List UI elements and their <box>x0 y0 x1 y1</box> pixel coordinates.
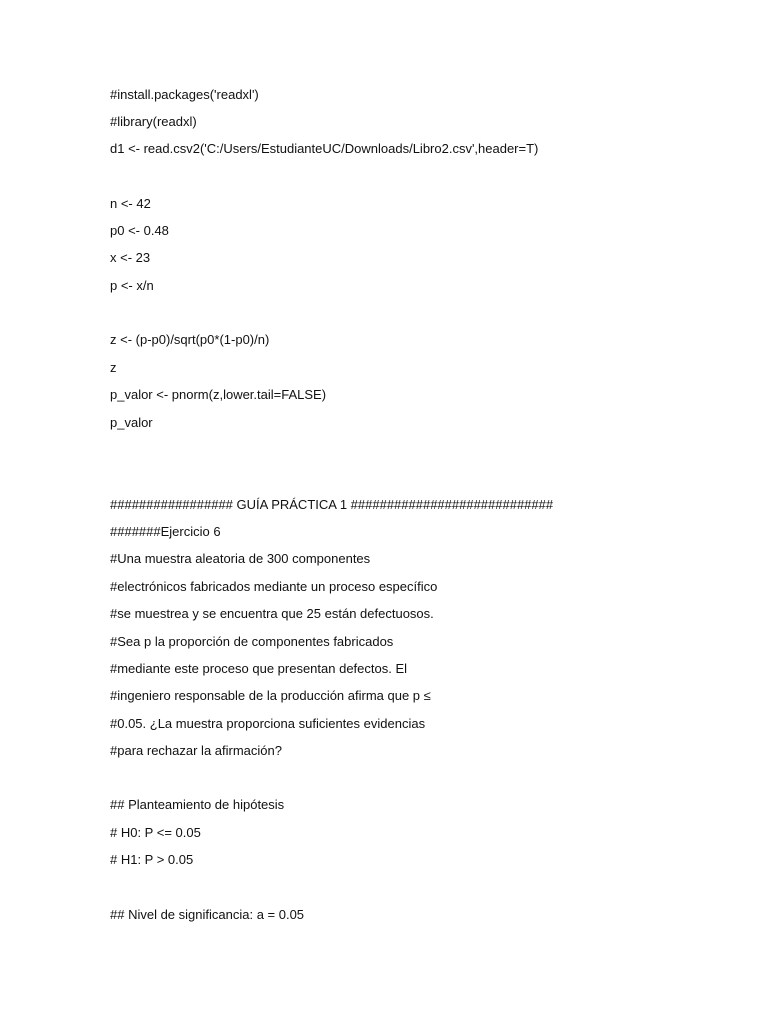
code-line-p0: p0 <- 0.48 <box>110 223 169 238</box>
code-line-n: n <- 42 <box>110 196 151 211</box>
hypothesis-h0: # H0: P <= 0.05 <box>110 825 201 840</box>
hypothesis-h1: # H1: P > 0.05 <box>110 852 194 867</box>
code-line-library: #library(readxl) <box>110 114 197 129</box>
code-line-x: x <- 23 <box>110 250 151 265</box>
comment-line-6: #ingeniero responsable de la producción afirma que p ≤ <box>110 688 431 703</box>
comment-line-3: #se muestrea y se encuentra que 25 están defectuosos. <box>110 606 434 621</box>
section-heading-guia: ################# GUÍA PRÁCTICA 1 ############################ <box>110 497 554 512</box>
comment-line-4: #Sea p la proporción de componentes fabricados <box>110 634 394 649</box>
comment-line-5: #mediante este proceso que presentan defectos. El <box>110 661 408 676</box>
comment-line-8: #para rechazar la afirmación? <box>110 743 282 758</box>
code-line-z-formula: z <- (p-p0)/sqrt(p0*(1-p0)/n) <box>110 332 270 347</box>
comment-line-1: #Una muestra aleatoria de 300 componentes <box>110 551 371 566</box>
code-line-p: p <- x/n <box>110 278 154 293</box>
hypothesis-heading: ## Planteamiento de hipótesis <box>110 797 285 812</box>
code-line-install: #install.packages('readxl') <box>110 87 259 102</box>
code-line-z: z <box>110 360 117 375</box>
exercise-heading: #######Ejercicio 6 <box>110 524 221 539</box>
code-line-p-valor: p_valor <box>110 415 153 430</box>
code-line-p-valor-formula: p_valor <- pnorm(z,lower.tail=FALSE) <box>110 387 327 402</box>
comment-line-7: #0.05. ¿La muestra proporciona suficientes evidencias <box>110 716 426 731</box>
code-line-read-csv: d1 <- read.csv2('C:/Users/EstudianteUC/Downloads/Libro2.csv',header=T) <box>110 141 539 156</box>
comment-line-2: #electrónicos fabricados mediante un proceso específico <box>110 579 438 594</box>
significance-level: ## Nivel de significancia: a = 0.05 <box>110 907 305 922</box>
